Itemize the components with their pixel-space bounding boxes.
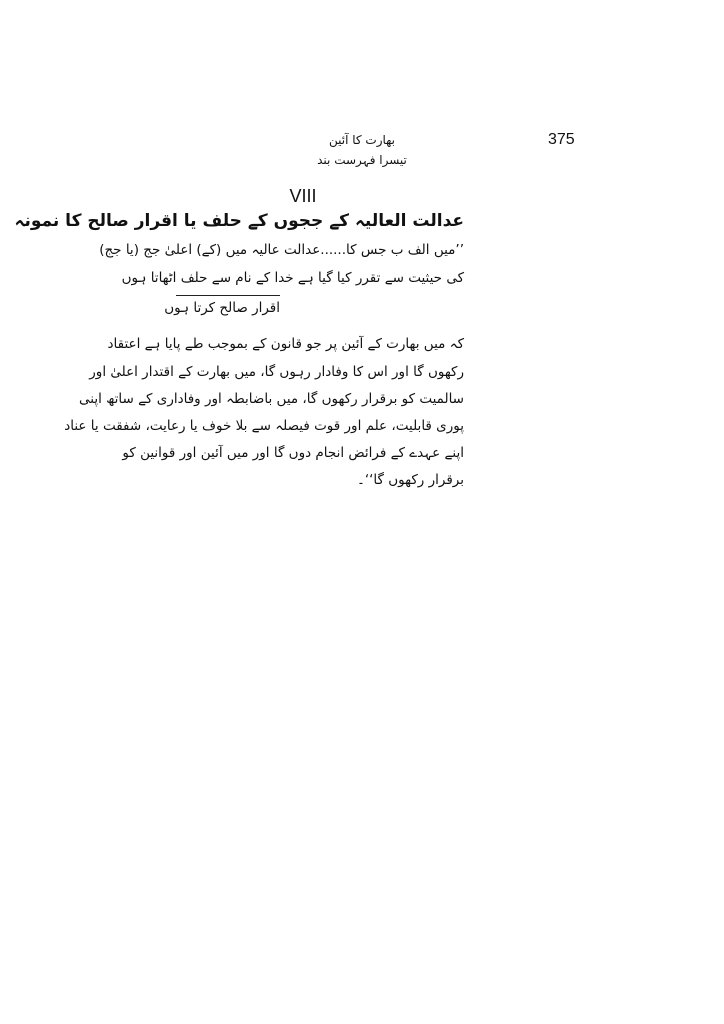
oath-line-3: اقرار صالح کرتا ہوں [164, 300, 280, 316]
header-subtitle: تیسرا فہرست بند [317, 153, 407, 167]
section-heading: عدالت العالیہ کے ججوں کے حلف یا اقرار صالح کا نمونہ [14, 211, 464, 231]
page-number: 375 [548, 131, 575, 148]
body-line-1: کہ میں بھارت کے آئین پر جو قانون کے بموجب طے پایا ہے اعتقاد [107, 336, 464, 352]
header-title: بھارت کا آئین [328, 133, 396, 147]
running-header [300, 130, 424, 170]
body-line-3: سالمیت کو برقرار رکھوں گا، میں باضابطہ اور وفاداری کے ساتھ اپنی [79, 391, 464, 407]
section-numeral: VIII [289, 186, 317, 206]
body-line-6: برقرار رکھوں گا‘‘۔ [356, 472, 464, 488]
body-line-5: اپنے عہدے کے فرائض انجام دوں گا اور میں آئین اور قوانین کو [122, 445, 464, 461]
body-line-4: پوری قابلیت، علم اور قوت فیصلہ سے بلا خوف یا رعایت، شفقت یا عناد [64, 418, 464, 434]
oath-line-2: کی حیثیت سے تقرر کیا گیا ہے خدا کے نام سے حلف اٹھاتا ہوں [121, 270, 464, 286]
separator-rule [176, 295, 280, 296]
oath-line-1: ’’میں الف ب جس کا......عدالت عالیہ میں (کے) اعلیٰ جج (یا جج) [99, 242, 464, 258]
body-line-2: رکھوں گا اور اس کا وفادار رہوں گا، میں بھارت کے اقتدار اعلیٰ اور [89, 364, 464, 380]
